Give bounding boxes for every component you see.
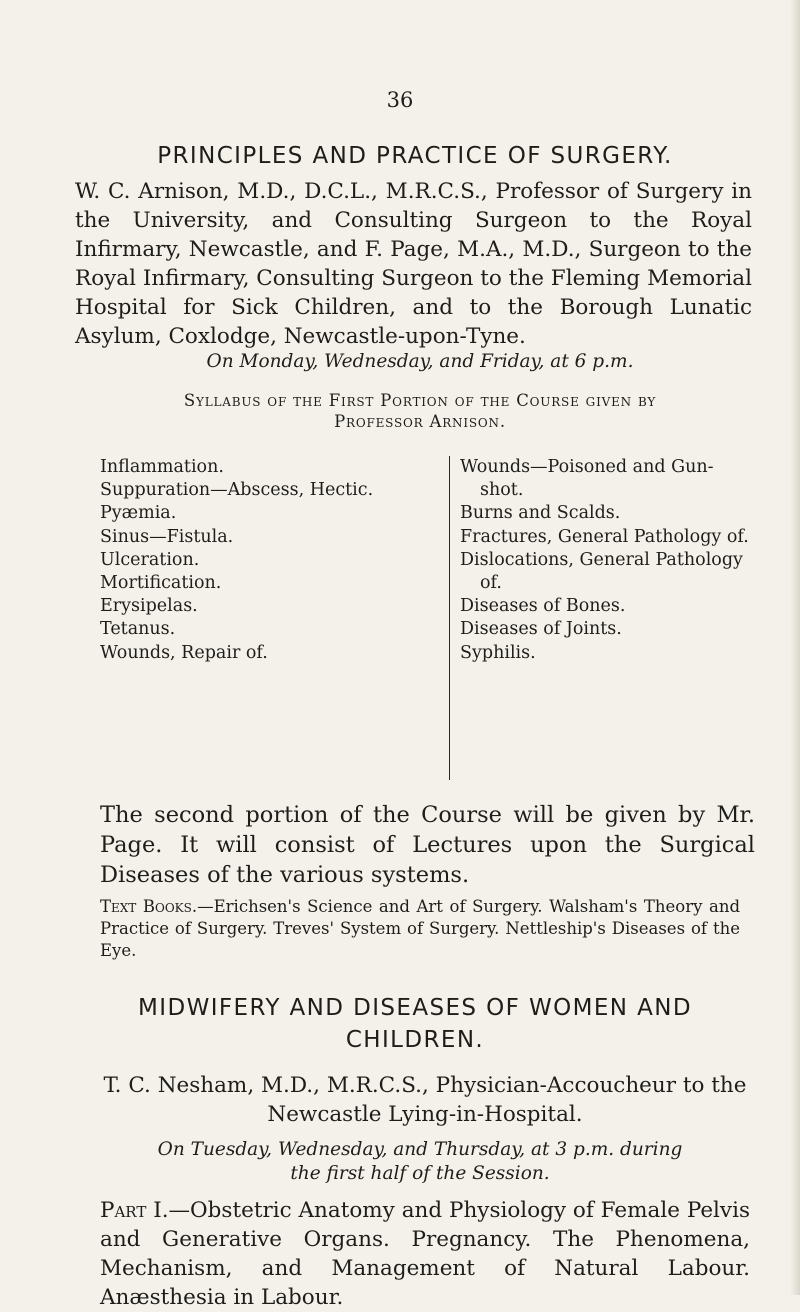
syllabus-item: Wounds, Repair of. xyxy=(100,642,268,663)
syllabus-item: Diseases of Bones. xyxy=(460,596,626,617)
syllabus-item: Fractures, General Pathology of. xyxy=(460,526,749,547)
syllabus-item: Syphilis. xyxy=(460,642,536,663)
syllabus-item: Tetanus. xyxy=(100,619,176,640)
text-books-list: —Erichsen's Science and Art of Surgery. Walsham's Theory and Practice of Surgery. Treves' System of Surgery. Nettleship's Diseases of the Eye. xyxy=(100,897,741,960)
syllabus-title-line1: Syllabus of the First Portion of the Course given by xyxy=(183,391,657,410)
syllabus-item: Burns and Scalds. xyxy=(460,503,621,524)
second-portion-paragraph: The second portion of the Course will be given by Mr. Page. It will consist of Lectures upon the Surgical Diseases of the various systems. xyxy=(100,802,755,888)
page-edge-shadow xyxy=(790,0,800,1295)
syllabus-item: Sinus—Fistula. xyxy=(100,526,234,547)
midwifery-heading-line2: CHILDREN. xyxy=(345,1027,485,1053)
syllabus-title-line2: Professor Arnison. xyxy=(334,412,506,431)
syllabus-item: Suppuration—Abscess, Hectic. xyxy=(100,480,374,501)
syllabus-item: Inflammation. xyxy=(100,457,224,477)
syllabus-item: Wounds—Poisoned and Gun- xyxy=(460,457,714,477)
part-text: —Obstetric Anatomy and Physiology of Female Pelvis and Generative Organs. Pregnancy. The Phenomena, Mechanism, and Management of Natural Labour. Anæsthesia in Labour. xyxy=(100,1198,750,1310)
surgery-heading: PRINCIPLES AND PRACTICE OF SURGERY. xyxy=(157,143,673,169)
syllabus-item: Diseases of Joints. xyxy=(460,619,622,640)
syllabus-item: Dislocations, General Pathology xyxy=(460,549,743,570)
page-number: 36 xyxy=(386,88,414,112)
syllabus-item: Mortification. xyxy=(100,573,222,594)
midwifery-heading-line1: MIDWIFERY AND DISEASES OF WOMEN AND xyxy=(138,995,692,1021)
syllabus-item: Pyæmia. xyxy=(100,503,177,524)
syllabus-item: Erysipelas. xyxy=(100,596,198,617)
surgery-schedule: On Monday, Wednesday, and Friday, at 6 p.m. xyxy=(206,351,634,372)
syllabus-item: shot. xyxy=(480,480,524,501)
text-books-label: Text Books. xyxy=(100,897,198,916)
midwifery-schedule-line2: the first half of the Session. xyxy=(290,1163,550,1184)
midwifery-lecturer: T. C. Nesham, M.D., M.R.C.S., Physician-Accoucheur to the Newcastle Lying-in-Hospital. xyxy=(103,1073,747,1127)
part-label: Part I. xyxy=(100,1198,169,1223)
midwifery-schedule-line1: On Tuesday, Wednesday, and Thursday, at 3 p.m. during xyxy=(157,1139,683,1160)
surgery-lecturers: W. C. Arnison, M.D., D.C.L., M.R.C.S., Professor of Surgery in the University, and Consulting Surgeon to the Royal Infirmary, Newcastle, and F. Page, M.A., M.D., Surgeon to the Royal Infirmary, Consulting Surgeon to the Fleming Memorial Hospital for Sick Children, and to the Borough Lunatic Asylum, Coxlodge, Newcastle-upon-Tyne. xyxy=(75,179,752,349)
syllabus-item: Ulceration. xyxy=(100,549,200,570)
syllabus-item: of. xyxy=(480,573,502,594)
syllabus-left-column xyxy=(100,456,430,665)
syllabus-right-column xyxy=(449,456,770,780)
text-books-paragraph xyxy=(100,896,740,962)
